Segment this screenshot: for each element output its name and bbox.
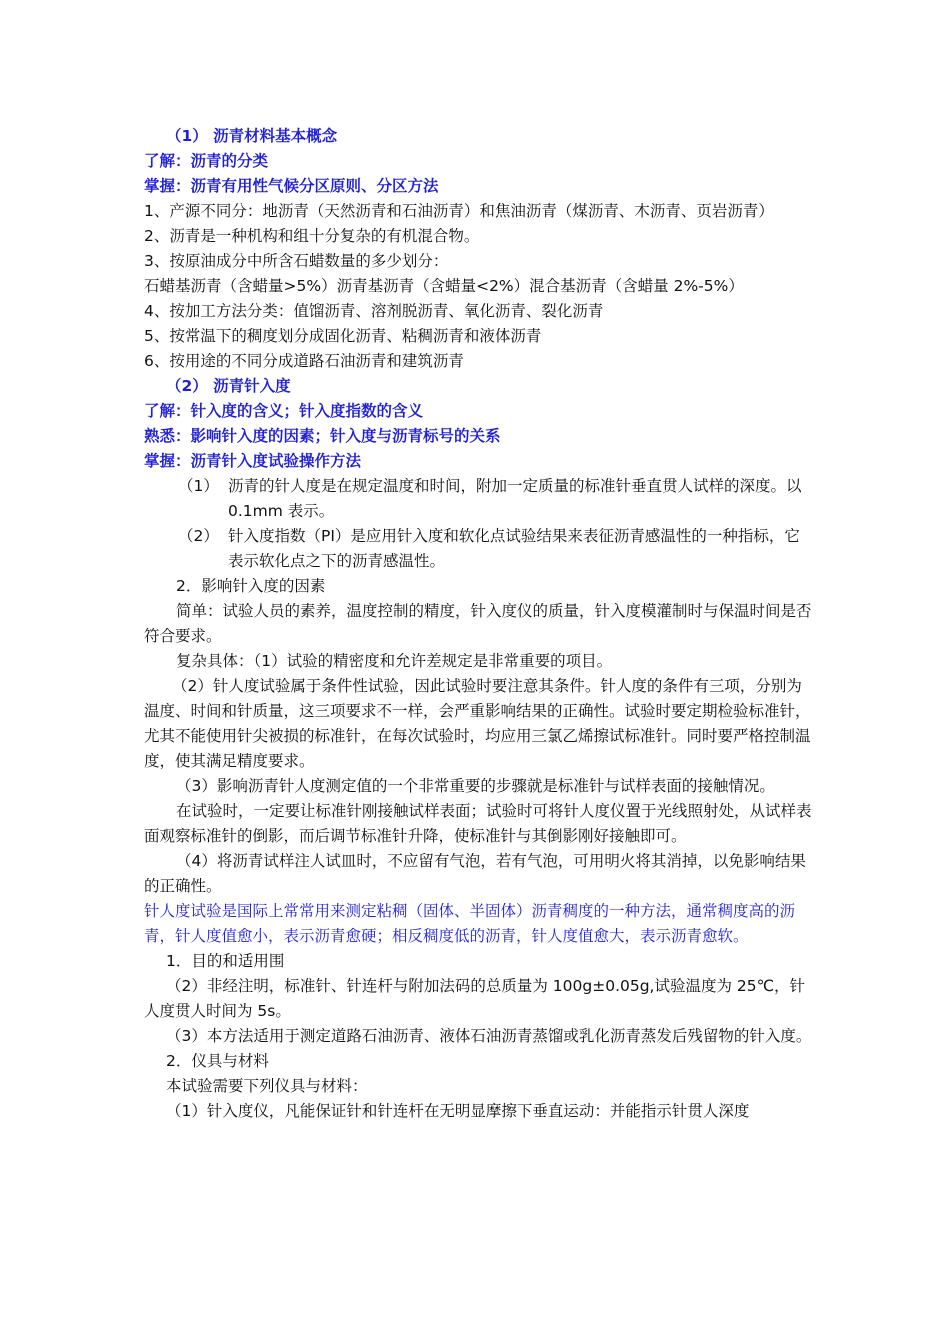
learning-objective-understand: 了解：沥青的分类	[144, 152, 269, 170]
paragraph: 简单：试验人员的素养，温度控制的精度，针入度仪的质量，针入度模灌制时与保温时间是否符合要求。	[144, 602, 812, 645]
paragraph: （4）将沥青试样注人试皿时，不应留有气泡，若有气泡，可用明火将其消掉，以免影响结果的正确性。	[144, 852, 806, 895]
subsection-title: 2．仪具与材料	[166, 1052, 269, 1070]
item-number: （1）	[178, 477, 219, 495]
text-line: 1、产源不同分：地沥青（天然沥青和石油沥青）和焦油沥青（煤沥青、木沥青、页岩沥青）	[144, 202, 774, 220]
document-body	[144, 124, 814, 1124]
learning-objective-master: 掌握：沥青针入度试验操作方法	[144, 452, 362, 470]
item-number: （2）	[178, 527, 219, 545]
text-line: 2、沥青是一种机构和组十分复杂的有机混合物。	[144, 227, 480, 245]
text-line: 5、按常温下的稠度划分成固化沥青、粘稠沥青和液体沥青	[144, 327, 542, 345]
text-line: 石蜡基沥青（含蜡量>5%）沥青基沥青（含蜡量<2%）混合基沥青（含蜡量 2%-5%）	[144, 277, 744, 295]
numbered-item	[144, 474, 814, 524]
text-line: 6、按用途的不同分成道路石油沥青和建筑沥青	[144, 352, 464, 370]
subsection-title: 1．目的和适用围	[166, 952, 285, 970]
learning-objective-master: 掌握：沥青有用性气候分区原则、分区方法	[144, 177, 439, 195]
paragraph: 复杂具体：（1）试验的精密度和允许差规定是非常重要的项目。	[176, 652, 613, 670]
paragraph: （3）影响沥青针人度测定值的一个非常重要的步骤就是标准针与试样表面的接触情况。	[176, 777, 775, 795]
paragraph: 在试验时，一定要让标准针刚接触试样表面；试验时可将针人度仪置于光线照射处，从试样表面观察标准针的倒影，而后调节标准针升降，使标准针与其倒影刚好接触即可。	[144, 802, 812, 845]
highlighted-paragraph: 针人度试验是国际上常常用来测定粘稠（固体、半固体）沥青稠度的一种方法，通常稠度高的沥青，针人度值愈小，表示沥青愈硬；相反稠度低的沥青，针人度值愈大，表示沥青愈软。	[144, 902, 796, 945]
text-line: 4、按加工方法分类：值馏沥青、溶剂脱沥青、氧化沥青、裂化沥青	[144, 302, 604, 320]
text-line: 本试验需要下列仪具与材料：	[166, 1077, 368, 1095]
item-text: 沥青的针人度是在规定温度和时间，附加一定质量的标准针垂直贯人试样的深度。以 0.1mm 表示。	[228, 477, 802, 520]
learning-objective-understand: 了解：针入度的含义；针入度指数的含义	[144, 402, 424, 420]
learning-objective-familiar: 熟悉：影响针入度的因素；针入度与沥青标号的关系	[144, 427, 501, 445]
item-text: 针入度指数（PI）是应用针入度和软化点试验结果来表征沥青感温性的一种指标，它表示软化点之下的沥青感温性。	[228, 527, 800, 570]
paragraph: （3）本方法适用于测定道路石油沥青、液体石油沥青蒸馏或乳化沥青蒸发后残留物的针入度。	[166, 1027, 812, 1045]
text-line: （1）针入度仪，凡能保证针和针连杆在无明显摩擦下垂直运动：并能指示针贯人深度	[166, 1102, 750, 1120]
text-line: 3、按原油成分中所含石蜡数量的多少划分：	[144, 252, 449, 270]
paragraph: （2）非经注明，标准针、针连杆与附加法码的总质量为 100g±0.05g,试验温度为 25℃，针人度贯人时间为 5s。	[144, 977, 806, 1020]
numbered-item	[144, 524, 814, 574]
paragraph: （2）针人度试验属于条件性试验，因此试验时要注意其条件。针人度的条件有三项，分别为温度、时间和针质量，这三项要求不一样，会严重影响结果的正确性。试验时要定期检验标准针，尤其不能使用针尖被损的标准针，在每次试验时，均应用三氯乙烯擦试标准针。同时要严格控制温度，使其满足精度要求。	[144, 677, 811, 770]
section-heading-1: （1） 沥青材料基本概念	[166, 127, 338, 145]
subsection-title: 2．影响针入度的因素	[176, 577, 326, 595]
section-heading-2: （2） 沥青针入度	[166, 377, 291, 395]
